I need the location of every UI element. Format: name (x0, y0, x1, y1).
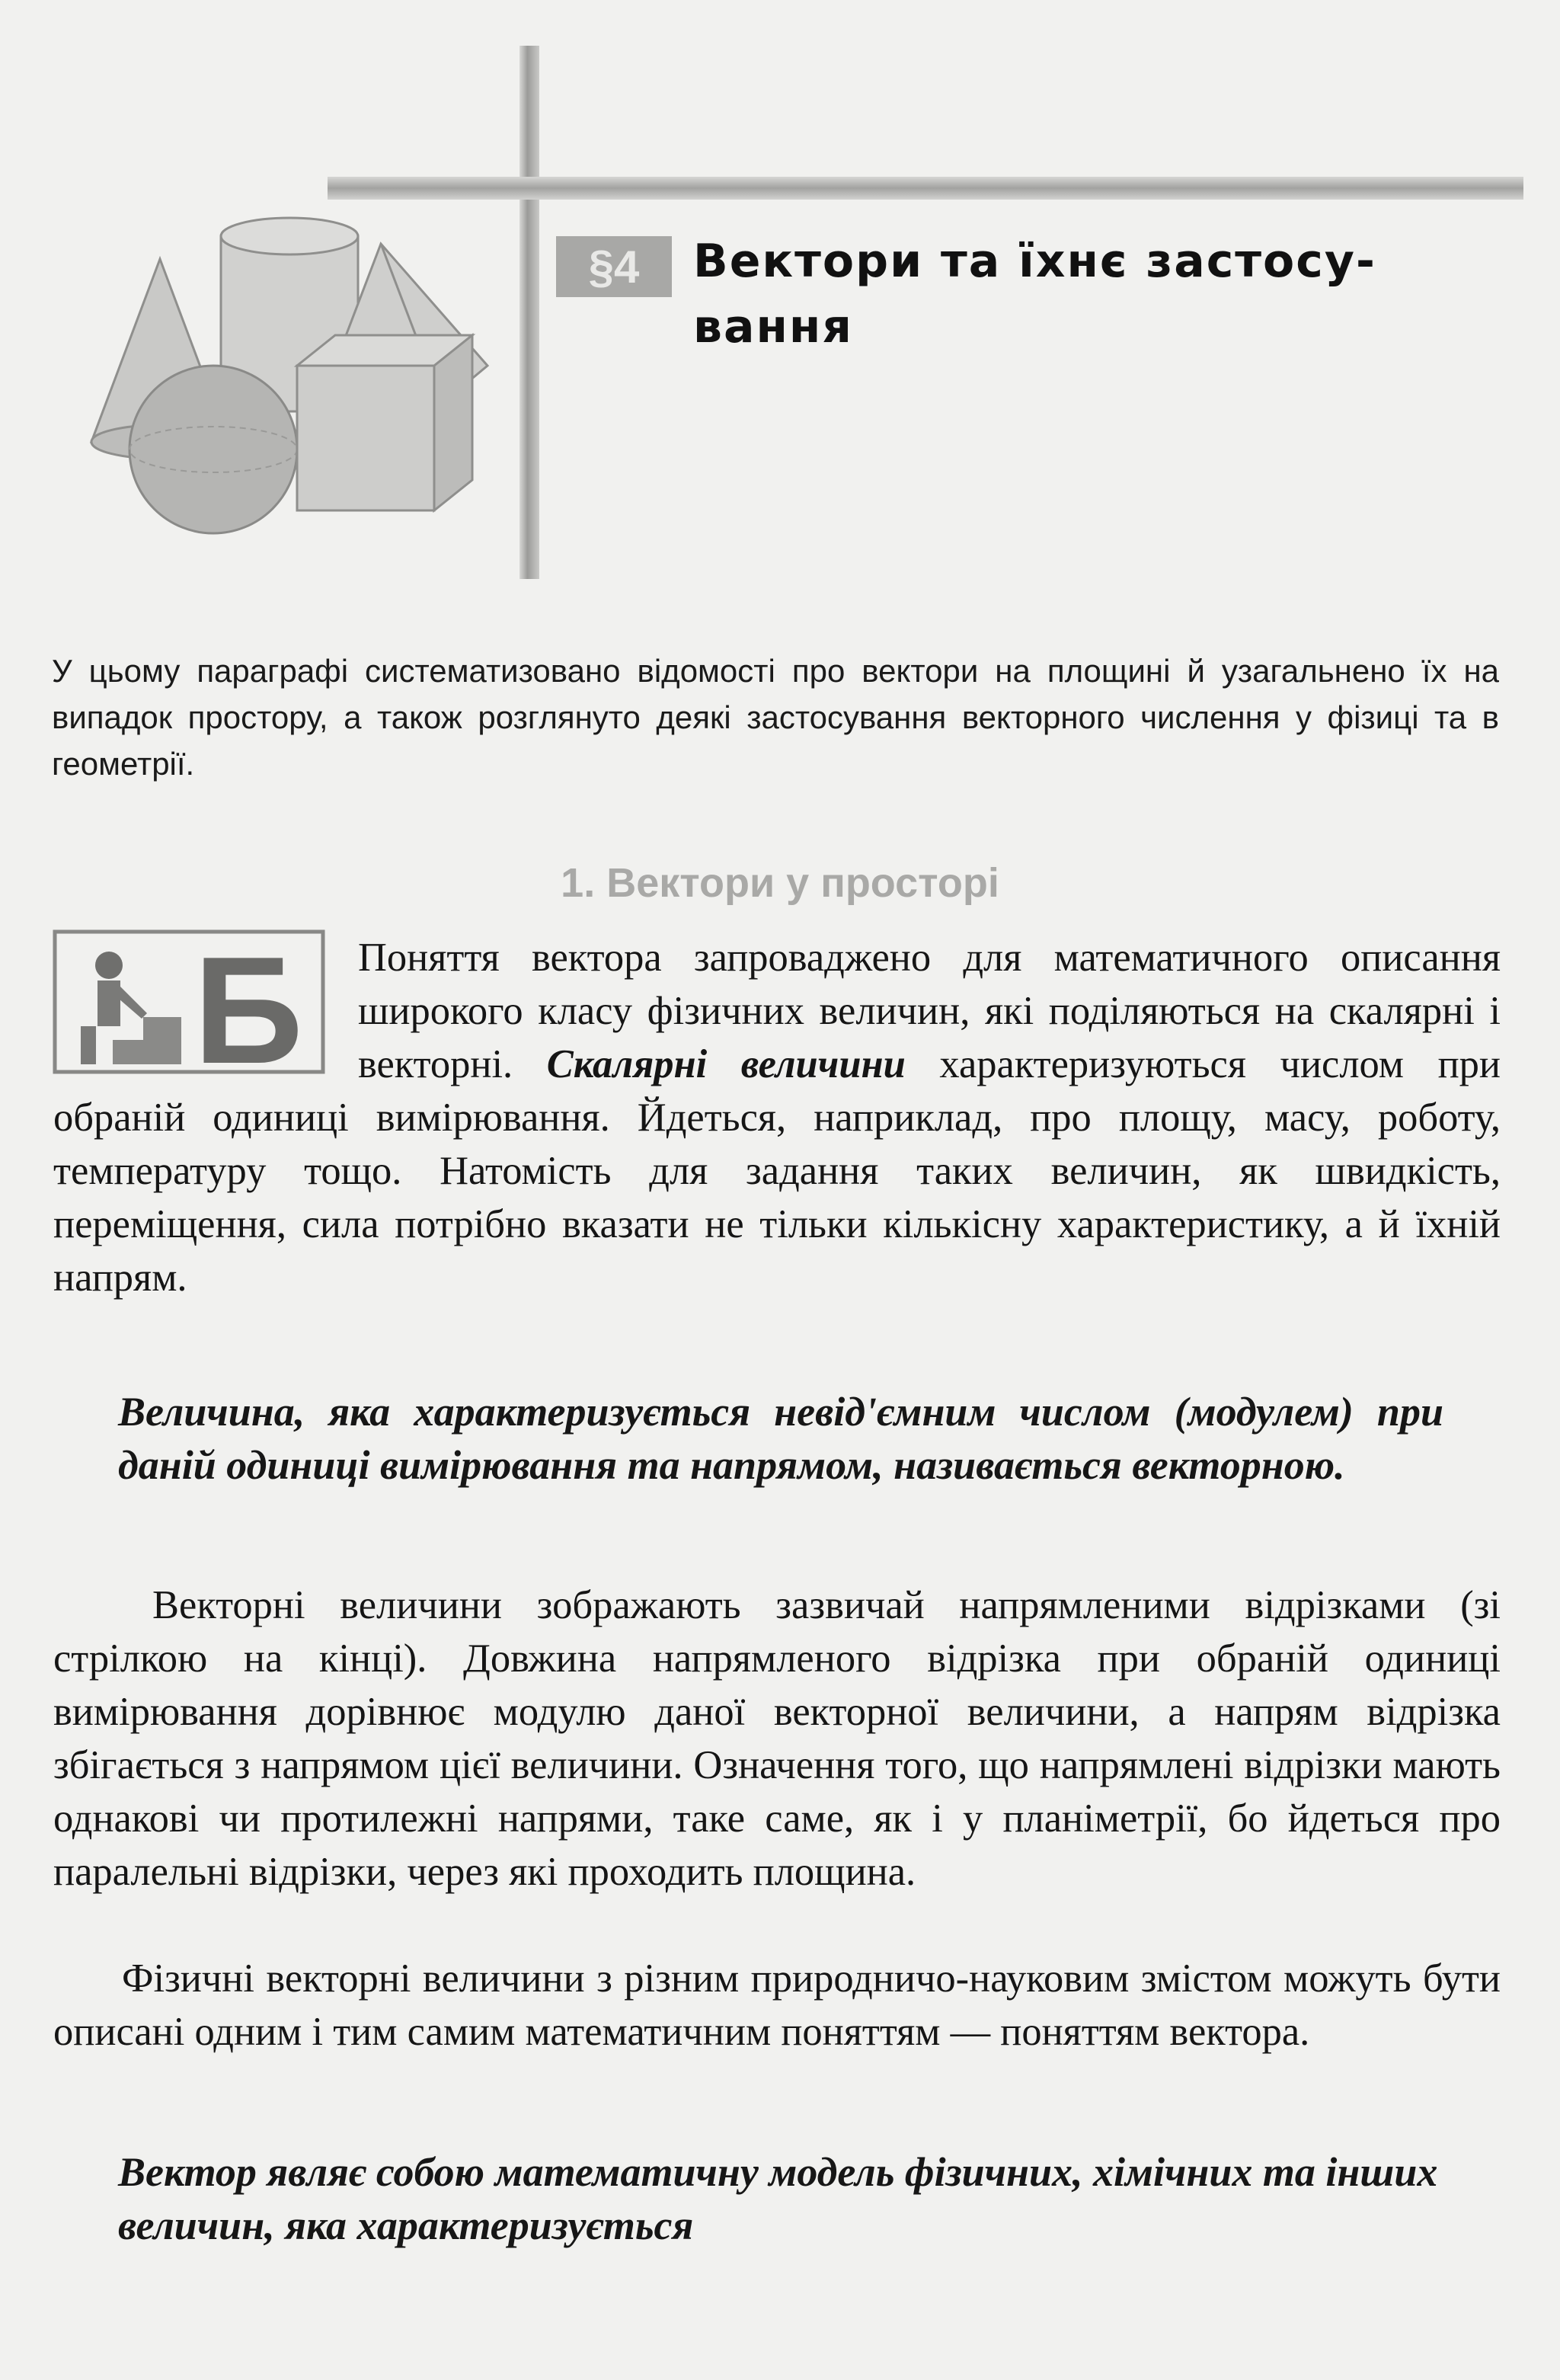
paragraph-scalar-vector (53, 931, 1501, 1304)
paragraph1-text-b: характеризуються числом при обраній одиниці вимірювання. Йдеться, наприклад, про площу, масу, роботу, температуру тощо. Натомість для задання таких величин, як швидкість, переміщення, сила потрібно вказати не тільки кількісну характеристику, а й їхній напрям. (53, 1042, 1501, 1300)
header-horizontal-bar (328, 177, 1523, 200)
section-number-badge: §4 (556, 236, 672, 297)
level-letter: Б (193, 926, 303, 1078)
page-title: Вектори та їхнє застосу-вання (693, 235, 1376, 353)
intro-paragraph: У цьому параграфі систематизовано відомості про вектори на площині й узагальнено їх на випадок простору, а також розглянуто деякі застосування векторного числення у фізиці та в геометрії. (52, 653, 1499, 782)
header-vertical-bar (519, 46, 539, 579)
definition-vector-quantity: Величина, яка характеризується невід'ємним числом (модулем) при даній одиниці вимірювання та напрямом, називається векторною. (118, 1389, 1443, 1488)
paragraph1-text-a: Поняття вектора запроваджено для математичного описання широкого класу фізичних величин, які поділяються на скалярні і векторні. (358, 936, 1501, 1086)
icon-float-spacer (53, 931, 358, 1080)
paragraph-vector-concept: Фізичні векторні величини з різним природничо-науковим змістом можуть бути описані одним і тим самим математичним поняттям — поняттям вектора. (53, 1956, 1501, 2054)
definition-vector-model: Вектор являє собою математичну модель фізичних, хімічних та інших величин, яка характеризується (118, 2149, 1438, 2248)
term-scalar-quantities: Скалярні величини (546, 1042, 906, 1086)
geometric-solids-illustration (76, 213, 503, 541)
section-heading: 1. Вектори у просторі (561, 860, 999, 906)
paragraph-directed-segments: Векторні величини зображають зазвичай напрямленими відрізками (зі стрілкою на кінці). Довжина напрямленого відрізка при обраній одиниці вимірювання дорівнює модулю даної векторної величини, а напрям відрізка збігається з напрямом цієї величини. Означення того, що напрямлені відрізки мають однакові чи протилежні напрями, таке саме, як і у планіметрії, бо йдеться про паралельні відрізки, через які проходить площина. (53, 1583, 1501, 1894)
